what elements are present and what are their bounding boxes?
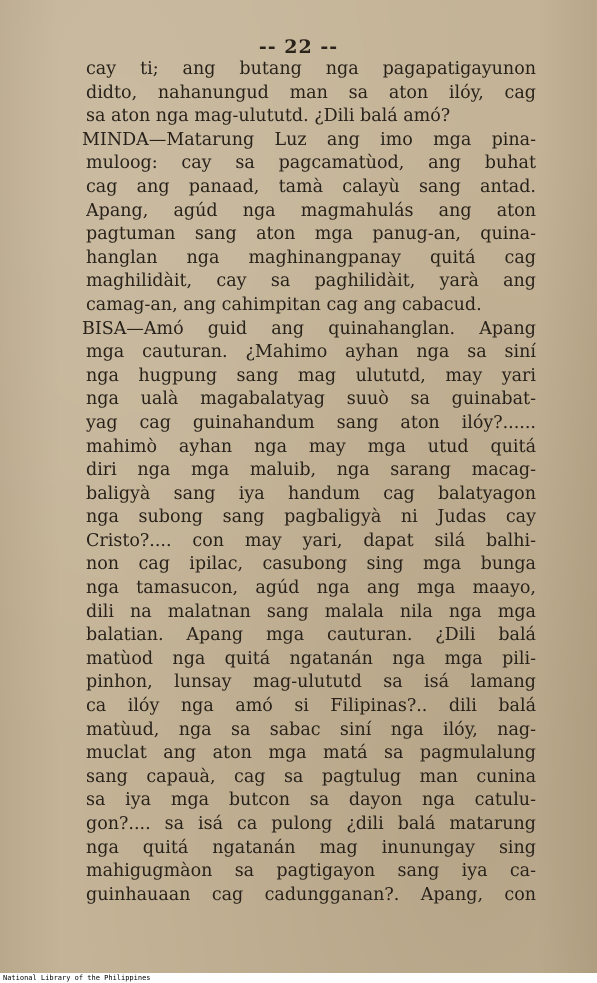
text-line: cag ang panaad, tamà calayù sang antad. xyxy=(86,176,536,197)
library-credit: National Library of the Philippines xyxy=(3,974,151,982)
text-line: maghilidàit, cay sa paghilidàit, yarà ang xyxy=(86,271,536,292)
text-line: muclat ang aton mga matá sa pagmulalung xyxy=(86,743,536,764)
text-line: guinhauaan cag cadungganan?. Apang, con xyxy=(86,884,536,905)
text-line: sang capauà, cag sa pagtulug man cunina xyxy=(86,766,536,787)
text-line: nga subong sang pagbaligyà ni Judas cay xyxy=(86,507,536,528)
text-line: diri nga mga maluib, nga sarang macag- xyxy=(86,460,536,481)
text-line: cay ti; ang butang nga pagapatigayunon xyxy=(86,59,536,79)
text-line: mahigugmàon sa pagtigayon sang iya ca- xyxy=(86,861,536,882)
text-line: matùud, nga sa sabac siní nga ilóy, nag- xyxy=(86,719,536,740)
text-line: gon?.... sa isá ca pulong ¿dili balá matarung xyxy=(86,814,536,834)
text-line: muloog: cay sa pagcamatùod, ang buhat xyxy=(86,153,536,174)
text-line: sa aton nga mag-ulututd. ¿Dili balá amó? xyxy=(86,106,451,127)
text-line: yag cag guinahandum sang aton ilóy?...... xyxy=(86,412,536,433)
text-line: pinhon, lunsay mag-ulututd sa isá lamang xyxy=(86,672,536,693)
text-line: baligyà sang iya handum cag balatyagon xyxy=(86,483,536,504)
text-line: nga ualà magabalatyag suuò sa guinabat- xyxy=(86,389,536,410)
text-line: sa iya mga butcon sa dayon nga catulu- xyxy=(86,790,536,811)
text-line: matùod nga quitá ngatanán nga mga pili- xyxy=(86,648,536,669)
speaker-line-minda: MINDA—Matarung Luz ang imo mga pina- xyxy=(82,129,536,150)
text-line: Apang, agúd nga magmahulás ang aton xyxy=(86,200,536,221)
text-line: ca ilóy nga amó si Filipinas?.. dili balá xyxy=(86,696,536,717)
text-line: nga quitá ngatanán mag inunungay sing xyxy=(86,837,536,858)
body-text xyxy=(82,58,536,907)
text-line: didto, nahanungud man sa aton ilóy, cag xyxy=(86,82,536,103)
text-line: nga hugpung sang mag ulututd, may yari xyxy=(86,365,536,386)
page-number: -- 22 -- xyxy=(258,36,339,58)
text-line: pagtuman sang aton mga panug-an, quina- xyxy=(86,224,536,245)
text-line: camag-an, ang cahimpitan cag ang cabacud. xyxy=(86,294,482,315)
text-line: Cristo?.... con may yari, dapat silá balhi- xyxy=(86,530,536,551)
text-line: hanglan nga maghinangpanay quitá cag xyxy=(86,247,536,268)
text-line: nga tamasucon, agúd nga ang mga maayo, xyxy=(86,578,536,599)
speaker-line-bisa: BISA—Amó guid ang quinahanglan. Apang xyxy=(82,318,536,339)
text-line: non cag ipilac, casubong sing mga bunga xyxy=(86,554,536,575)
text-line: mahimò ayhan nga may mga utud quitá xyxy=(86,436,536,457)
text-line: mga cauturan. ¿Mahimo ayhan nga sa siní xyxy=(86,342,536,363)
text-line: balatian. Apang mga cauturan. ¿Dili balá xyxy=(86,625,536,646)
text-line: dili na malatnan sang malala nila nga mga xyxy=(86,601,536,622)
